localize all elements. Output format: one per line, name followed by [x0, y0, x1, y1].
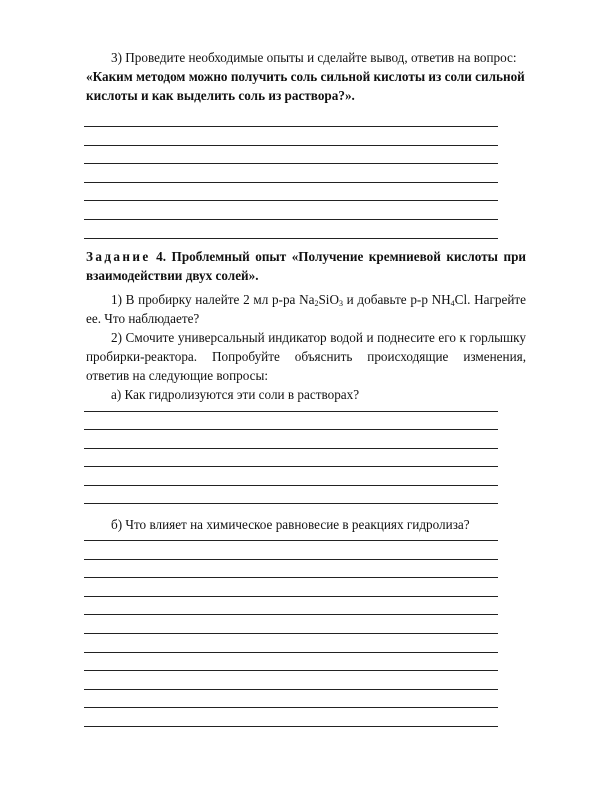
step2-text: 2) Смочите универсальный индикатор водой и поднесите его к горлышку пробирки-реактора. Попробуйте объяснить происходящие изменения, ответив на следующие вопросы:	[86, 330, 526, 383]
answer-line	[84, 577, 498, 578]
answer-line	[84, 670, 498, 671]
answer-line	[84, 540, 498, 541]
step1-sub-c: 4	[450, 299, 455, 308]
answer-line	[84, 182, 498, 183]
answer-line	[84, 559, 498, 560]
answer-line	[84, 596, 498, 597]
task4-heading	[86, 247, 526, 285]
answer-line	[84, 448, 498, 449]
answer-line	[84, 633, 498, 634]
task3-line1-text: 3) Проведите необходимые опыты и сделайте вывод, ответив на вопрос:	[111, 50, 517, 65]
question-a-text: а) Как гидролизуются эти соли в растворах?	[111, 387, 360, 402]
step1-sub-b: 3	[339, 299, 343, 308]
task4-title: 4. Проблемный опыт «Получение кремниевой кислоты при взаимодействии двух солей».	[86, 249, 526, 283]
step1-text-a: 1) В пробирку налейте 2 мл р-ра Na	[111, 292, 315, 307]
answer-line	[84, 707, 498, 708]
step1-sub-a: 2	[314, 299, 319, 308]
answer-line	[84, 219, 498, 220]
task4-step1	[86, 290, 526, 328]
answer-line	[84, 429, 498, 430]
answer-line	[84, 689, 498, 690]
task3-line2	[86, 67, 526, 86]
answer-line	[84, 238, 498, 239]
question-a	[86, 385, 526, 404]
answer-line	[84, 485, 498, 486]
answer-line	[84, 126, 498, 127]
task3-line3-text: кислоты и как выделить соль из раствора?».	[86, 88, 355, 103]
step1-text-d: Cl. Нагрейте ее. Что наблюдаете?	[86, 292, 527, 326]
question-b-text: б) Что влияет на химическое равновесие в реакциях гидролиза?	[111, 517, 470, 532]
answer-line	[84, 614, 498, 615]
task4-label: Задание	[86, 249, 151, 264]
answer-line	[84, 145, 498, 146]
step1-text-b: SiO	[318, 292, 339, 307]
answer-line	[84, 163, 498, 164]
task4-step2	[86, 328, 526, 385]
answer-line	[84, 726, 498, 727]
answer-line	[84, 466, 498, 467]
step1-text-c: и добавьте р-р NH	[343, 292, 451, 307]
answer-line	[84, 503, 498, 504]
task3-line3	[86, 86, 526, 105]
task3-line2-text: «Каким методом можно получить соль сильной кислоты из соли сильной	[86, 69, 525, 84]
task3-line1	[86, 48, 526, 67]
question-b	[86, 515, 526, 534]
answer-line	[84, 200, 498, 201]
answer-line	[84, 411, 498, 412]
answer-line	[84, 652, 498, 653]
